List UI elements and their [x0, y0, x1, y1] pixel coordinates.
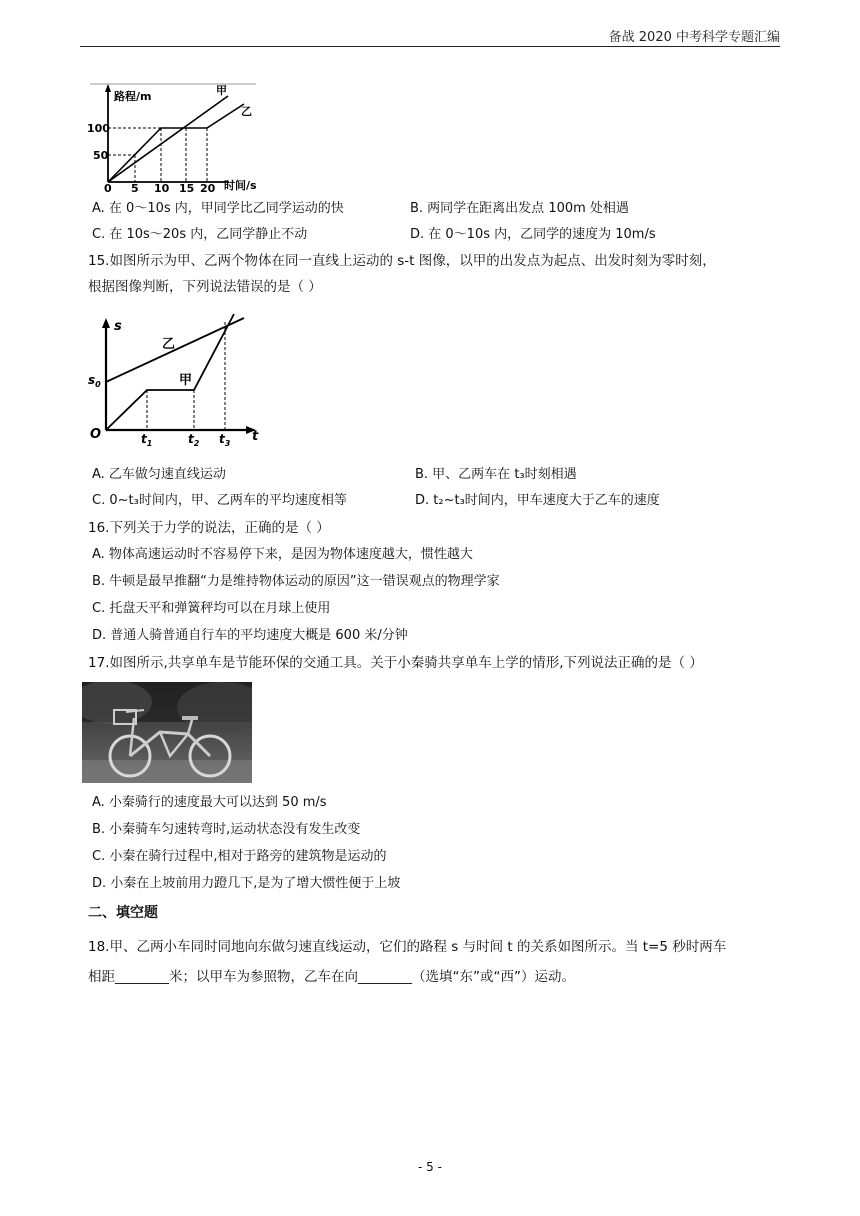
q18-stem-line2: 相距________米；以甲车为参照物，乙车在向________（选填“东”或“西”）运动。	[88, 969, 575, 985]
distance-time-chart-1	[84, 82, 264, 194]
q17-stem: 17.如图所示,共享单车是节能环保的交通工具。关于小秦骑共享单车上学的情形,下列说法正确的是（ ）	[88, 655, 703, 671]
q18-stem-line1: 18.甲、乙两小车同时同地向东做匀速直线运动，它们的路程 s 与时间 t 的关系如图所示。当 t=5 秒时两车	[88, 939, 727, 955]
chart1-series-jia-label: 甲	[216, 84, 227, 97]
q15-stem-line1: 15.如图所示为甲、乙两个物体在同一直线上运动的 s-t 图像，以甲的出发点为起点、出发时刻为零时刻，	[88, 253, 716, 269]
chart1-xtick-20: 20	[200, 182, 216, 194]
chart2-y-arrow	[102, 318, 110, 328]
chart2-s0-label: $s_0$	[88, 373, 101, 389]
q15-option-c[interactable]: C. 0~t₃时间内，甲、乙两车的平均速度相等	[92, 493, 347, 508]
q16-option-b[interactable]: B. 牛顿是最早推翻“力是维持物体运动的原因”这一错误观点的物理学家	[92, 574, 500, 589]
q14-option-c[interactable]: C. 在 10s～20s 内，乙同学静止不动	[92, 227, 308, 242]
chart1-ytick-100: 100	[87, 122, 110, 135]
q17-option-d[interactable]: D. 小秦在上坡前用力蹬几下,是为了增大惯性便于上坡	[92, 876, 401, 891]
chart2-series-jia-label: 甲	[179, 373, 193, 388]
page-header: 备战 2020 中考科学专题汇编	[608, 30, 780, 45]
q14-option-a[interactable]: A. 在 0～10s 内，甲同学比乙同学运动的快	[92, 201, 344, 216]
q15-option-d[interactable]: D. t₂~t₃时间内，甲车速度大于乙车的速度	[415, 493, 660, 508]
chart1-series-yi	[108, 104, 244, 182]
chart1-xtick-5: 5	[131, 182, 139, 194]
chart1-ytick-50: 50	[93, 149, 109, 162]
q16-stem: 16.下列关于力学的说法，正确的是（ ）	[88, 520, 330, 536]
q15-option-a[interactable]: A. 乙车做匀速直线运动	[92, 467, 226, 482]
chart2-tick-t3: $t_3$	[219, 432, 231, 448]
q14-option-d[interactable]: D. 在 0～10s 内，乙同学的速度为 10m/s	[410, 227, 656, 242]
chart2-xlabel: t	[252, 429, 259, 444]
chart2-origin: O	[90, 427, 102, 442]
q16-option-d[interactable]: D. 普通人骑普通自行车的平均速度大概是 600 米/分钟	[92, 628, 408, 643]
chart1-xlabel: 时间/s	[224, 179, 257, 192]
q17-option-c[interactable]: C. 小秦在骑行过程中,相对于路旁的建筑物是运动的	[92, 849, 387, 864]
section-title-fill-blank: 二、填空题	[88, 905, 158, 921]
chart1-series-yi-label: 乙	[241, 105, 252, 118]
q15-option-b[interactable]: B. 甲、乙两车在 t₃时刻相遇	[415, 467, 577, 482]
chart2-series-yi-label: 乙	[162, 337, 176, 352]
chart1-y-arrow	[105, 84, 111, 92]
chart1-xtick-10: 10	[154, 182, 170, 194]
chart1-ylabel: 路程/m	[114, 90, 152, 103]
page-number: - 5 -	[418, 1160, 442, 1174]
q17-option-a[interactable]: A. 小秦骑行的速度最大可以达到 50 m/s	[92, 795, 327, 810]
chart2-ylabel: s	[114, 319, 122, 334]
chart1-xtick-15: 15	[179, 182, 195, 194]
q16-option-c[interactable]: C. 托盘天平和弹簧秤均可以在月球上使用	[92, 601, 331, 616]
chart1-xtick-0: 0	[104, 182, 112, 194]
header-rule	[80, 46, 780, 47]
chart1-series-jia	[108, 96, 228, 182]
chart2-tick-t2: $t_2$	[188, 432, 200, 448]
bicycle-photo-art	[82, 682, 252, 783]
shared-bicycle-photo	[82, 682, 252, 783]
q15-stem-line2: 根据图像判断，下列说法错误的是（ ）	[88, 279, 322, 295]
s-t-chart-2	[86, 312, 266, 448]
q16-option-a[interactable]: A. 物体高速运动时不容易停下来，是因为物体速度越大，惯性越大	[92, 547, 473, 562]
q14-option-b[interactable]: B. 两同学在距离出发点 100m 处相遇	[410, 201, 629, 216]
chart2-tick-t1: $t_1$	[141, 432, 153, 448]
q17-option-b[interactable]: B. 小秦骑车匀速转弯时,运动状态没有发生改变	[92, 822, 361, 837]
